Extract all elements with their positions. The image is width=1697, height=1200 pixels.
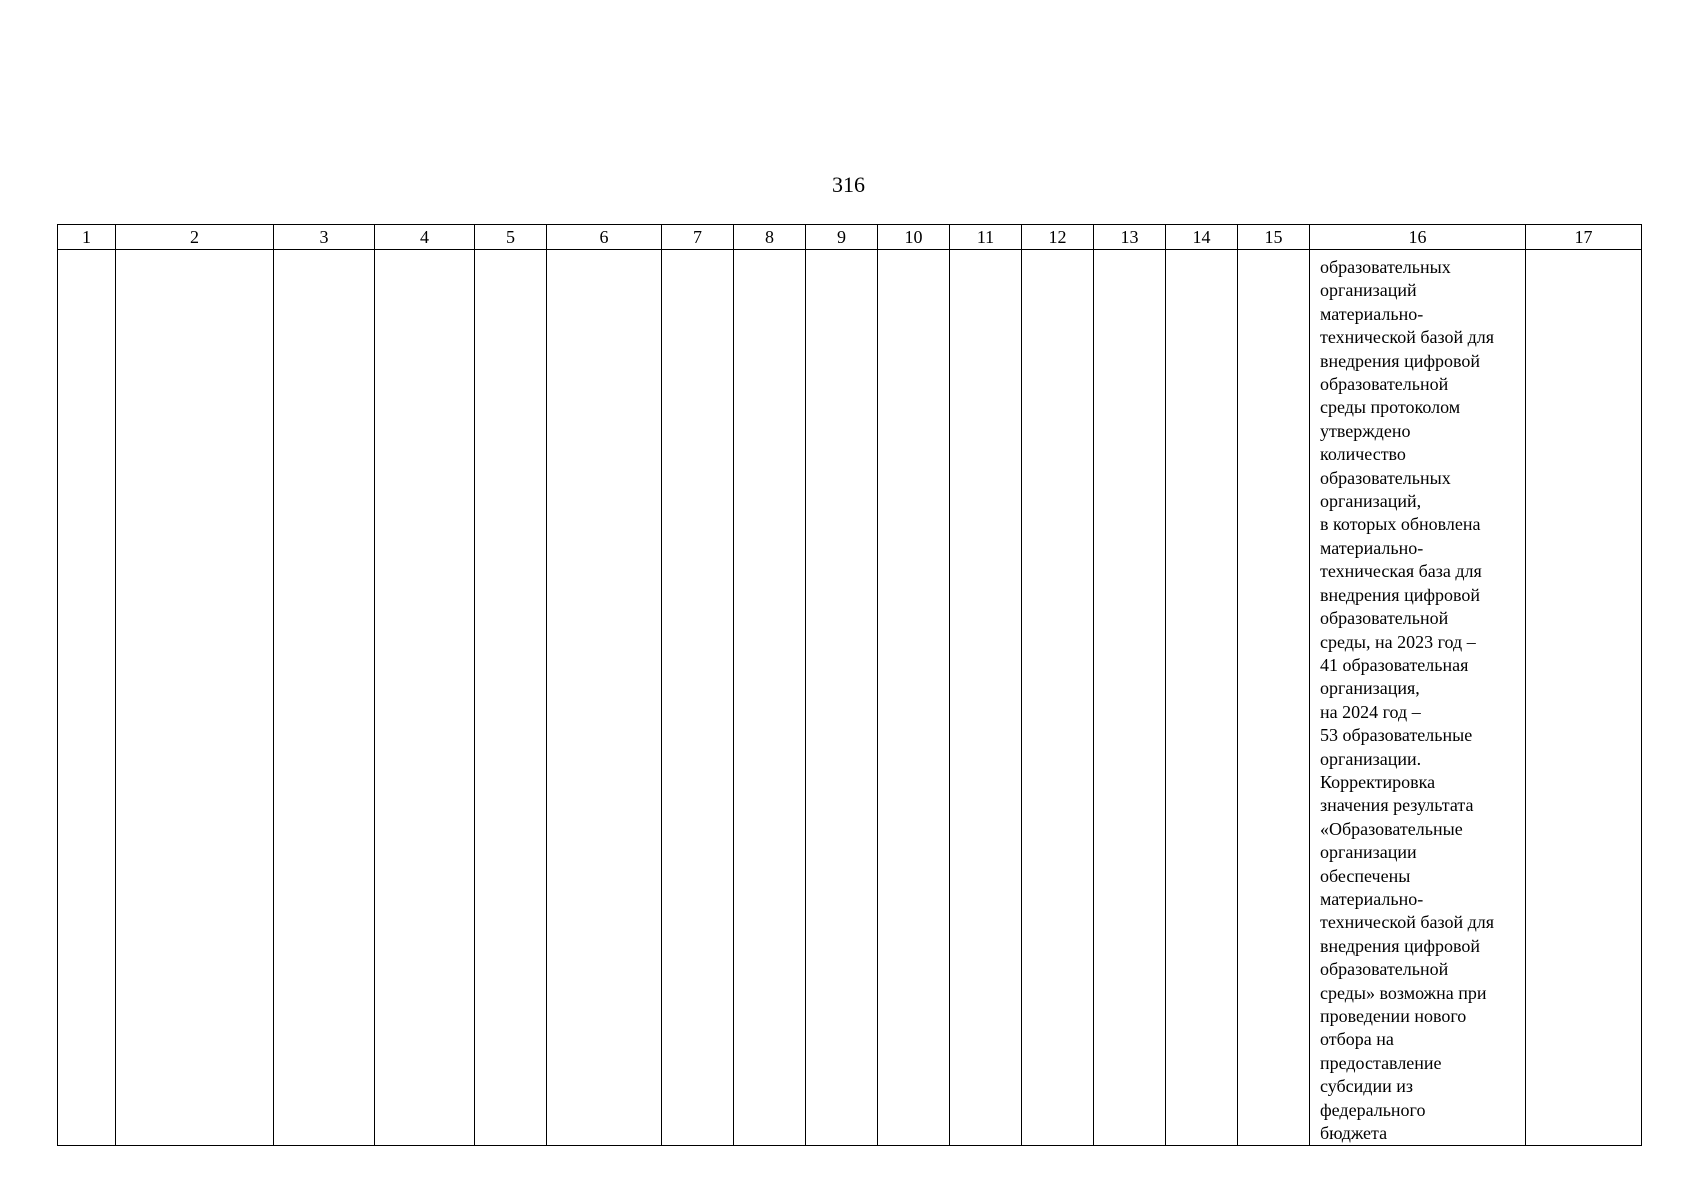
column-header-17: 17: [1526, 225, 1642, 250]
column-header-13: 13: [1094, 225, 1166, 250]
column-header-11: 11: [950, 225, 1022, 250]
table-cell-9: [806, 250, 878, 1146]
table-cell-16: [1310, 250, 1526, 1146]
table-cell-4: [375, 250, 475, 1146]
column-header-14: 14: [1166, 225, 1238, 250]
table-cell-5: [475, 250, 547, 1146]
column-header-3: 3: [274, 225, 375, 250]
table-cell-17: [1526, 250, 1642, 1146]
table-cell-13: [1094, 250, 1166, 1146]
column-header-1: 1: [58, 225, 116, 250]
table-cell-1: [58, 250, 116, 1146]
column-header-10: 10: [878, 225, 950, 250]
table-cell-16-text: образовательных организаций материально- технической базой для внедрения цифровой образовательной среды протоколом утверждено количество образовательных организаций, в которых обновлена материально- техническая база для внедрения цифровой образовательной среды, на 2023 год – 41 образовательная организация, на 2024 год – 53 образовательные организации. Корректировка значения результата «Образовательные организации обеспечены материально- технической базой для внедрения цифровой образовательной среды» возможна при проведении нового отбора на предоставление субсидии из федерального бюджета: [1320, 257, 1495, 1144]
column-header-2: 2: [116, 225, 274, 250]
table-cell-3: [274, 250, 375, 1146]
column-header-5: 5: [475, 225, 547, 250]
table-cell-11: [950, 250, 1022, 1146]
table-cell-6: [547, 250, 662, 1146]
column-header-8: 8: [734, 225, 806, 250]
table-cell-12: [1022, 250, 1094, 1146]
column-header-9: 9: [806, 225, 878, 250]
table-cell-8: [734, 250, 806, 1146]
column-header-4: 4: [375, 225, 475, 250]
table-cell-7: [662, 250, 734, 1146]
table-row: [58, 250, 1642, 1146]
column-header-16: 16: [1310, 225, 1526, 250]
page-number: 316: [832, 172, 865, 197]
table-cell-10: [878, 250, 950, 1146]
data-table: [57, 224, 1642, 1146]
header-row: [58, 225, 1642, 250]
column-header-12: 12: [1022, 225, 1094, 250]
table-cell-14: [1166, 250, 1238, 1146]
table-cell-15: [1238, 250, 1310, 1146]
table-cell-2: [116, 250, 274, 1146]
column-header-6: 6: [547, 225, 662, 250]
column-header-15: 15: [1238, 225, 1310, 250]
column-header-7: 7: [662, 225, 734, 250]
